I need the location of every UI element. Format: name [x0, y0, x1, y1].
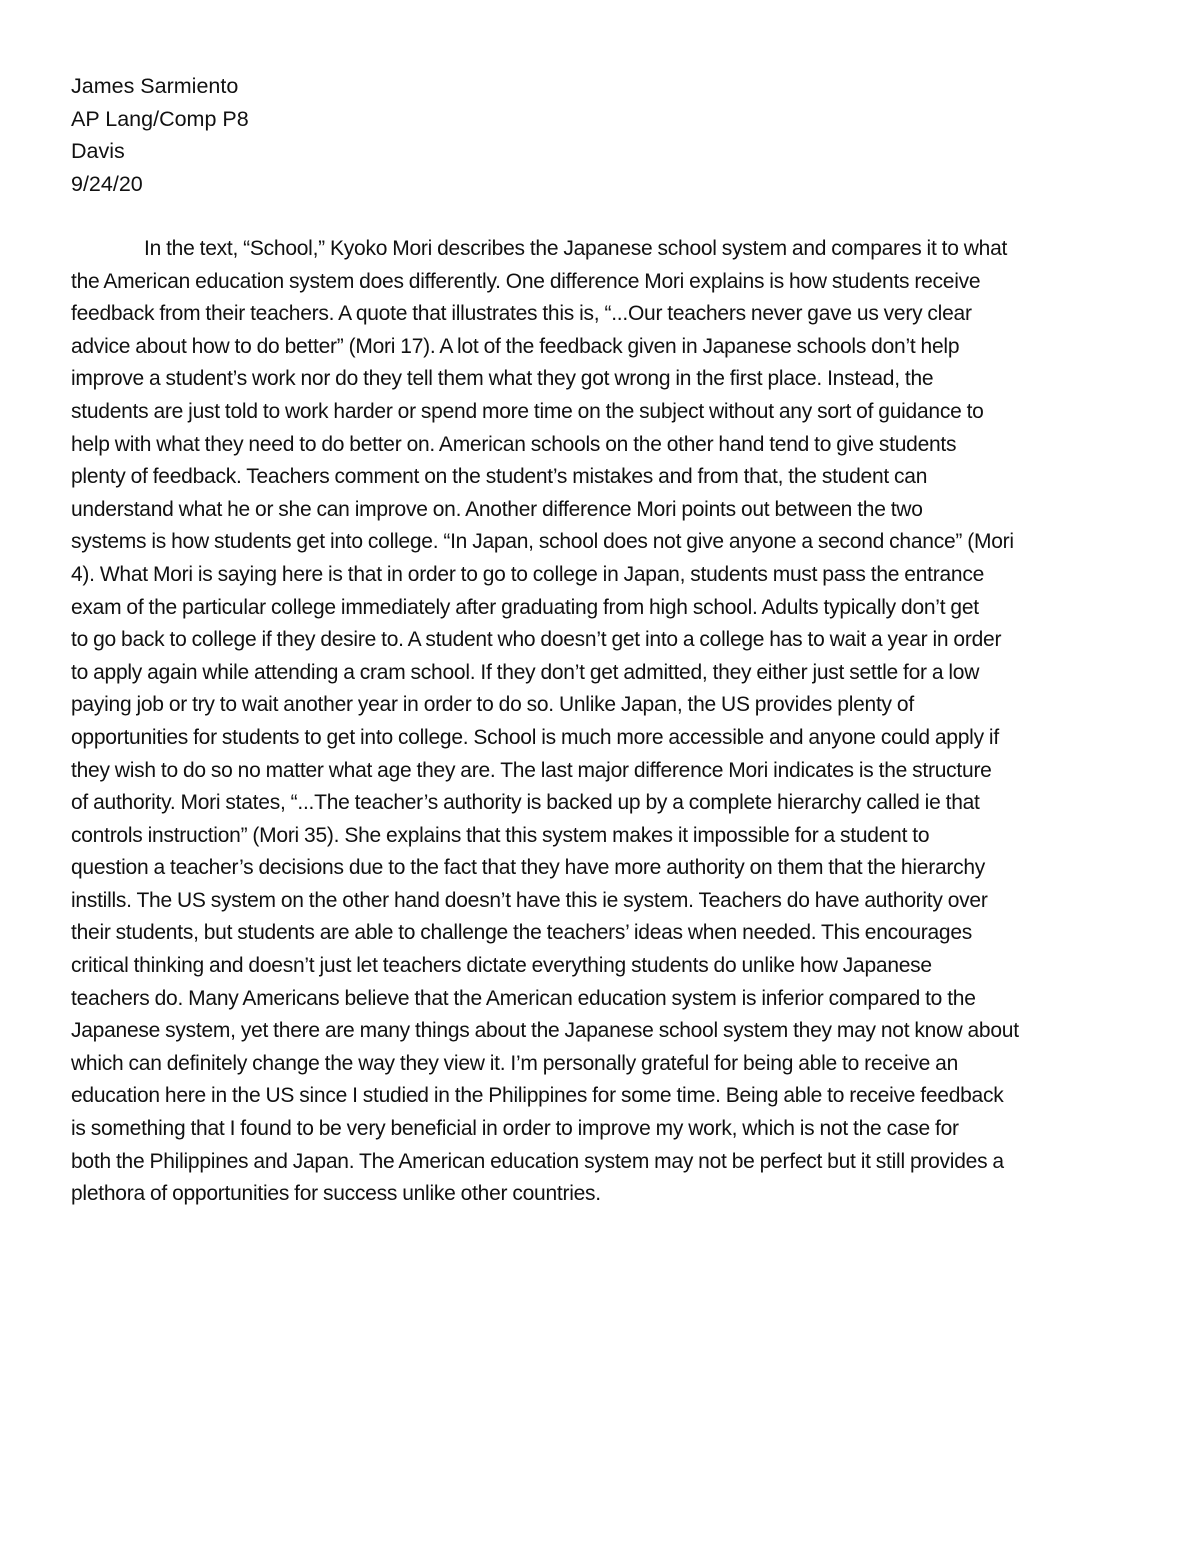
essay-line: is something that I found to be very beneficial in order to improve my work, which is not the case for: [71, 1117, 959, 1141]
essay-line: instills. The US system on the other hand doesn’t have this ie system. Teachers do have authority over: [71, 888, 988, 912]
document-date: 9/24/20: [71, 171, 143, 196]
essay-line: teachers do. Many Americans believe that the American education system is inferior compared to the: [71, 986, 976, 1010]
essay-line: controls instruction” (Mori 35). She explains that this system makes it impossible for a student to: [71, 823, 930, 847]
essay-line: systems is how students get into college. “In Japan, school does not give anyone a second chance” (Mori: [71, 530, 1014, 554]
essay-line: which can definitely change the way they view it. I’m personally grateful for being able to receive an: [71, 1051, 959, 1075]
essay-line: improve a student’s work nor do they tell them what they got wrong in the first place. Instead, the: [71, 367, 934, 391]
essay-line: of authority. Mori states, “...The teacher’s authority is backed up by a complete hierarchy called ie that: [71, 791, 980, 815]
essay-line: paying job or try to wait another year in order to do so. Unlike Japan, the US provides plenty of: [71, 693, 914, 717]
essay-line: both the Philippines and Japan. The American education system may not be perfect but it still provides a: [71, 1149, 1004, 1173]
essay-line: students are just told to work harder or spend more time on the subject without any sort of guidance to: [71, 399, 984, 423]
essay-line: question a teacher’s decisions due to the fact that they have more authority on them that the hierarchy: [71, 856, 986, 880]
essay-line: advice about how to do better” (Mori 17). A lot of the feedback given in Japanese schools don’t help: [71, 334, 960, 358]
header-block: [71, 70, 671, 200]
essay-line: help with what they need to do better on. American schools on the other hand tend to give students: [71, 432, 957, 456]
essay-line: to apply again while attending a cram school. If they don’t get admitted, they either just settle for a low: [71, 660, 980, 684]
essay-line: plenty of feedback. Teachers comment on the student’s mistakes and from that, the student can: [71, 465, 928, 489]
essay-line: exam of the particular college immediately after graduating from high school. Adults typically don’t get: [71, 595, 979, 619]
essay-line: In the text, “School,” Kyoko Mori describes the Japanese school system and compares it to what: [144, 237, 1008, 260]
essay-line: the American education system does differently. One difference Mori explains is how students receive: [71, 269, 981, 293]
course-name: AP Lang/Comp P8: [71, 106, 249, 131]
essay-line: 4). What Mori is saying here is that in order to go to college in Japan, students must pass the entrance: [71, 562, 984, 586]
student-name: James Sarmiento: [71, 74, 239, 98]
essay-line: critical thinking and doesn’t just let teachers dictate everything students do unlike how Japanese: [71, 954, 932, 978]
essay-line: Japanese system, yet there are many things about the Japanese school system they may not know about: [71, 1019, 1019, 1043]
essay-line: they wish to do so no matter what age they are. The last major difference Mori indicates is the structure: [71, 758, 992, 782]
essay-line: their students, but students are able to challenge the teachers’ ideas when needed. This encourages: [71, 921, 973, 945]
essay-line: education here in the US since I studied in the Philippines for some time. Being able to receive feedback: [71, 1084, 1004, 1108]
essay-paragraph: [71, 233, 1131, 1211]
essay-line: understand what he or she can improve on. Another difference Mori points out between the two: [71, 497, 923, 521]
teacher-name: Davis: [71, 139, 125, 163]
essay-line: feedback from their teachers. A quote that illustrates this is, “...Our teachers never gave us very clear: [71, 302, 972, 326]
essay-line: plethora of opportunities for success unlike other countries.: [71, 1182, 601, 1206]
essay-line: to go back to college if they desire to. A student who doesn’t get into a college has to wait a year in order: [71, 628, 1002, 652]
essay-line: opportunities for students to get into college. School is much more accessible and anyone could apply if: [71, 725, 999, 749]
